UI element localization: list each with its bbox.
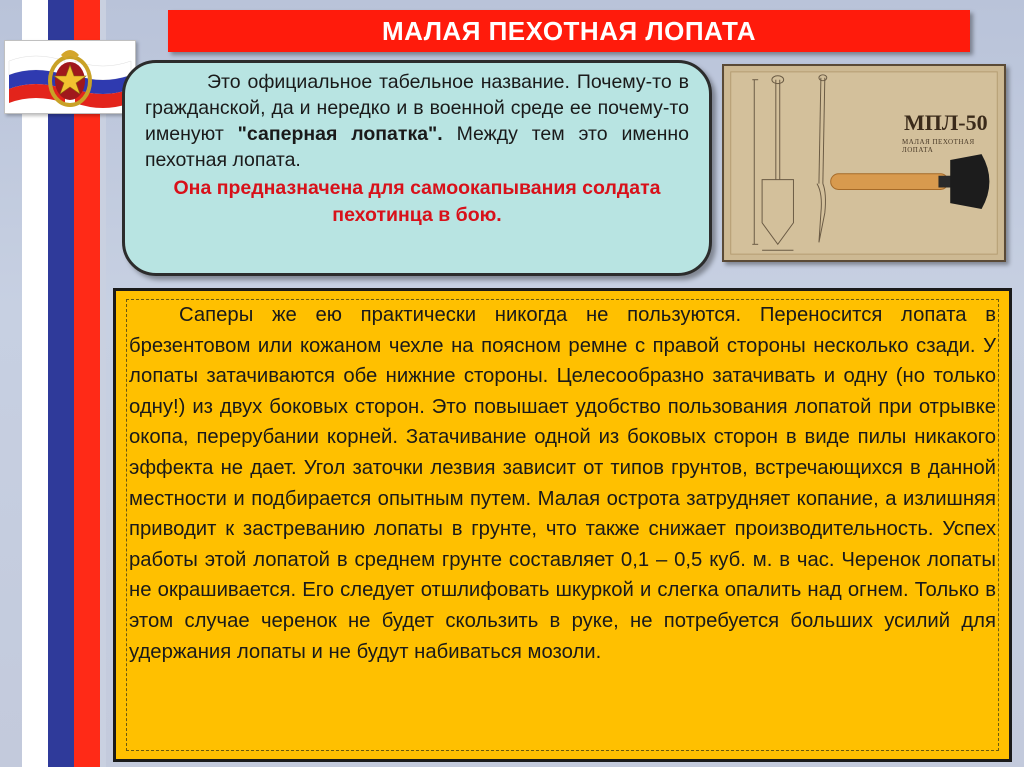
purpose-statement: Она предназначена для самоокапывания солдата пехотинца в бою. — [173, 177, 661, 226]
stripe-separator — [100, 0, 106, 767]
main-text: Саперы же ею практически никогда не пользуются. Переносится лопата в брезентовом или кожаном чехле на поясном ремне с правой стороны несколько сзади. У лопаты затачиваются обе нижние стороны. Целесообразно затачивать и одну (но только одну!) из двух боковых сторон. Это повышает удобство пользования лопатой при отрывке окопа, перерубании корней. Затачивание одной из боковых сторон в виде пилы никакого эффекта не дает. Угол заточки лезвия зависит от типов грунтов, встречающихся в данной местности и подбирается опытным путем. Малая острота затрудняет копание, а излишняя приводит к застреванию лопаты в грунте, что также снижает производительность. Успех работы этой лопатой в среднем грунте составляет 0,1 – 0,5 куб. м. в час. Черенок лопаты не окрашивается. Его следует отшлифовать шкуркой и слегка опалить над огнем. Только в этом случае черенок не будет скользить в руке, не потребуется больших усилий для удержания лопаты и не будут набиваться мозоли. — [129, 304, 996, 663]
emblem-graphic — [5, 41, 135, 113]
flag-stripe-red — [74, 0, 100, 767]
intro-text-before: Это официальное табельное название. Почему-то в гражданской, да и нередко и в военной среде ее почему-то именуют — [145, 71, 689, 145]
model-label: МПЛ-50 — [904, 110, 988, 135]
main-paragraph — [129, 300, 996, 667]
intro-bold-term: "саперная лопатка". — [237, 123, 443, 145]
main-text-box — [113, 288, 1012, 762]
model-sublabel: МАЛАЯ ПЕХОТНАЯ ЛОПАТА — [902, 138, 975, 154]
main-text-frame — [126, 299, 999, 751]
shovel-photo — [722, 64, 1006, 262]
flag-stripe-white — [22, 0, 48, 767]
title-banner — [168, 10, 970, 52]
flag-stripe-blue — [48, 0, 74, 767]
military-emblem-icon — [4, 40, 136, 114]
page-title: МАЛАЯ ПЕХОТНАЯ ЛОПАТА — [381, 15, 757, 46]
intro-callout — [122, 60, 712, 276]
shovel-photo-icon — [724, 66, 1004, 260]
intro-text-after: Между тем это именно пехотная лопата. — [145, 123, 689, 171]
